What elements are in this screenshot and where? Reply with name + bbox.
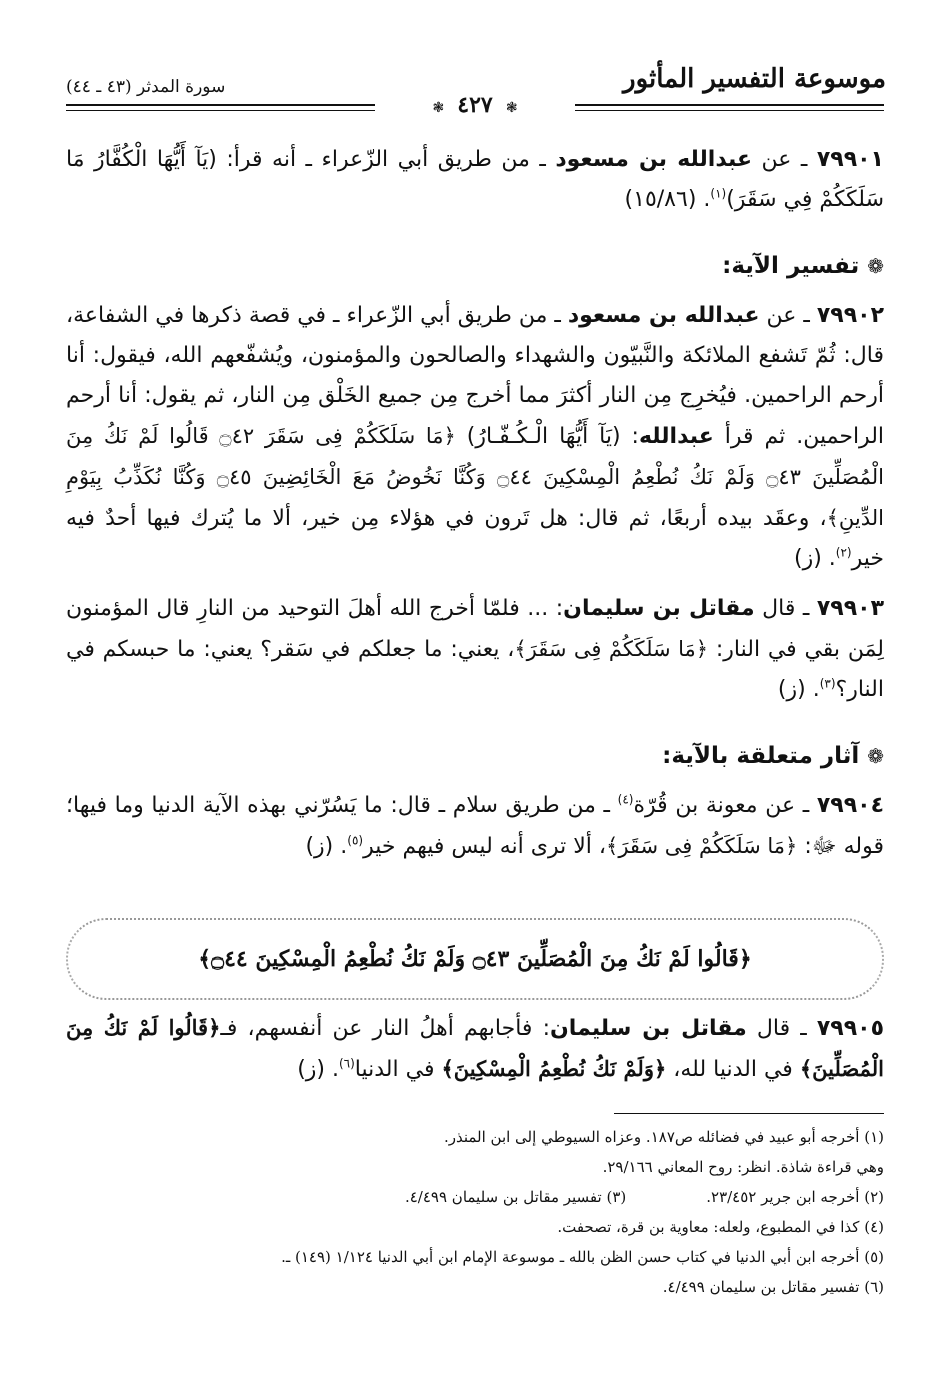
narration-79905: ٧٩٩٠٥ ـ قال مقاتل بن سليمان: فأجابهم أهلُ النار عن أنفسهم، فـ﴿قَالُوا لَمْ نَكُ مِنَ الْمُصَلِّينَ﴾ في الدنيا لله، ﴿وَلَمْ نَكُ نُطْعِمُ الْمِسْكِينَ﴾ في الدنيا$^{(٦)}$. (ز) bbox=[66, 1015, 884, 1082]
narrator-name: عبدالله بن مسعود bbox=[567, 303, 760, 328]
quran-verse: ﴿وَلَمْ نَكُ نُطْعِمُ الْمِسْكِينَ﴾ bbox=[441, 1056, 667, 1081]
narration-number: ٧٩٩٠٤ bbox=[816, 793, 884, 818]
section-heading: ❁آثار متعلقة بالآية: bbox=[662, 743, 884, 769]
narration-79902: ٧٩٩٠٢ ـ عن عبدالله بن مسعود ـ من طريق أبي الزّعراء ـ في قصة ذكرها في الشفاعة، قال: ثُمّ تَشفع الملائكة والنَّبيّون والشهداء والصالحون والمؤمنون، ويُشفّعهم الله، فيقول: أنا أرحم الراحمين. فيُخرِج مِن النار أكثرَ مما أخرج مِن جميع الخَلْق مِن النار، ثم يقول: أنا أرحم الراحمين. ثم قرأ عبدالله: (يَآ أَيُّهَا الْـكُـفّـارُ) ﴿مَا سَلَكَكُمْ فِى سَقَرَ ۝٤٢ قَالُوا لَمْ نَكُ مِنَ الْمُصَلِّينَ ۝٤٣ وَلَمْ نَكُ نُطْعِمُ الْمِسْكِينَ ۝٤٤ وَكُنَّا نَخُوضُ مَعَ الْخَائِضِينَ ۝٤٥ وَكُنَّا نُكَذِّبُ بِيَوْمِ الدِّينِ﴾، وعقَد بيده أربعًا، ثم قال: هل تَرون في هؤلاء مِن خير، ألا ما يُترك فيها أحدٌ فيه خير$^{(٢)}$. (ز) bbox=[65, 303, 885, 571]
narrator-name: عبدالله بن مسعود bbox=[555, 147, 753, 172]
narration-79904: ٧٩٩٠٤ ـ عن معونة بن قُرّة$^{(٤)}$ ـ من طريق سلام ـ قال: ما يَسُرّني بهذه الآية الدنيا وما فيها؛ قوله ﷻ: ﴿مَا سَلَكَكُمْ فِى سَقَرَ﴾، ألا ترى أنه ليس فيهم خير$^{(٥)}$. (ز) bbox=[66, 792, 884, 859]
quran-verse: ﴿مَا سَلَكَكُمْ فِى سَقَرَ﴾ bbox=[606, 834, 798, 858]
main-text-continued bbox=[66, 1008, 884, 1100]
footnote-4: (٤) كذا في المطبوع، ولعله: معاوية بن قرة، تصحفت. bbox=[557, 1218, 884, 1236]
narrator-name: مقاتل بن سليمان bbox=[563, 596, 755, 621]
footnote-1: (١) أخرجه أبو عبيد في فضائله ص١٨٧. وعزاه السيوطي إلى ابن المنذر. bbox=[443, 1128, 884, 1146]
book-title: موسوعة التفسير المأثور bbox=[623, 64, 886, 94]
footnote-rule bbox=[614, 1113, 884, 1114]
footnote-5: (٥) أخرجه ابن أبي الدنيا في كتاب حسن الظن بالله ـ موسوعة الإمام ابن أبي الدنيا ١/١٢٤ (١٤٩) ـ. bbox=[281, 1248, 884, 1266]
footnote-ref: (٦) bbox=[338, 1056, 355, 1071]
narration-number: ٧٩٩٠٢ bbox=[816, 303, 884, 328]
main-text bbox=[66, 140, 884, 877]
footnotes bbox=[66, 1122, 884, 1302]
footnote-row bbox=[66, 1182, 884, 1212]
section-heading: ❁تفسير الآية: bbox=[722, 253, 884, 279]
narration-79901: ٧٩٩٠١ ـ عن عبدالله بن مسعود ـ من طريق أبي الزّعراء ـ أنه قرأ: (يَآ أَيُّهَا الْكُفَّارُ مَا سَلَكَكُمْ فِي سَقَرَ)$^{(١)}$. (١٥/٨٦) bbox=[66, 147, 884, 212]
narrator-name: مقاتل بن سليمان bbox=[550, 1016, 747, 1041]
footnote-ref: (٣) bbox=[819, 676, 836, 691]
footnote-ref: (١) bbox=[710, 186, 727, 201]
flower-ornament-icon: ❁ bbox=[867, 254, 884, 278]
footnote-3: (٣) تفسير مقاتل بن سليمان ٤/٤٩٩. bbox=[404, 1188, 627, 1206]
flower-ornament-icon: ❁ bbox=[867, 744, 884, 768]
footnote-ref: (٥) bbox=[347, 833, 364, 848]
quran-verse: ﴿قَالُوا لَمْ نَكُ مِنَ الْمُصَلِّينَ﴾ bbox=[66, 1015, 884, 1081]
page-number-block bbox=[375, 92, 575, 118]
narration-number: ٧٩٩٠١ bbox=[816, 147, 884, 172]
floral-ornament-icon: ❃ bbox=[432, 100, 445, 116]
surah-name: سورة المدثر bbox=[137, 77, 226, 97]
narration-number: ٧٩٩٠٥ bbox=[816, 1016, 884, 1041]
narration-79903: ٧٩٩٠٣ ـ قال مقاتل بن سليمان: ... فلمّا أخرج الله أهلَ التوحيد من النارِ قال المؤمنون لِمَن بقي في النار: ﴿مَا سَلَكَكُمْ فِى سَقَرَ﴾، يعني: ما جعلكم في سَقر؟ يعني: ما حبسكم في النار؟$^{(٣)}$. (ز) bbox=[66, 596, 884, 702]
footnote-6: (٦) تفسير مقاتل بن سليمان ٤/٤٩٩. bbox=[662, 1278, 884, 1296]
ayah-range: سورة المدثر (٤٣ ـ ٤٤) bbox=[66, 77, 226, 97]
footnote-ref: (٢) bbox=[835, 545, 852, 560]
footnote-ref: (٤) bbox=[617, 792, 634, 807]
footnote-1-note: وهي قراءة شاذة. انظر: روح المعاني ٢٩/١٦٦. bbox=[602, 1158, 884, 1176]
page-number: ٤٢٧ bbox=[457, 92, 493, 118]
verse-banner: ﴿قَالُوا لَمْ نَكُ مِنَ الْمُصَلِّينَ ۝٤٣ وَلَمْ نَكُ نُطْعِمُ الْمِسْكِينَ ۝٤٤﴾ bbox=[66, 918, 884, 1000]
footnote-2: (٢) أخرجه ابن جرير ٢٣/٤٥٢. bbox=[706, 1188, 884, 1206]
narration-number: ٧٩٩٠٣ bbox=[816, 596, 884, 621]
quran-verse: ﴿مَا سَلَكَكُمْ فِى سَقَرَ﴾ bbox=[514, 637, 709, 661]
quran-verse: ﴿مَا سَلَكَكُمْ فِى سَقَرَ ۝٤٢ قَالُوا لَمْ نَكُ مِنَ الْمُصَلِّينَ ۝٤٣ وَلَمْ نَكُ نُطْعِمُ الْمِسْكِينَ ۝٤٤ وَكُنَّا نَخُوضُ مَعَ الْخَائِضِينَ ۝٤٥ وَكُنَّا نُكَذِّبُ بِيَوْمِ الدِّينِ﴾ bbox=[66, 424, 884, 530]
floral-ornament-icon: ❃ bbox=[505, 100, 518, 116]
